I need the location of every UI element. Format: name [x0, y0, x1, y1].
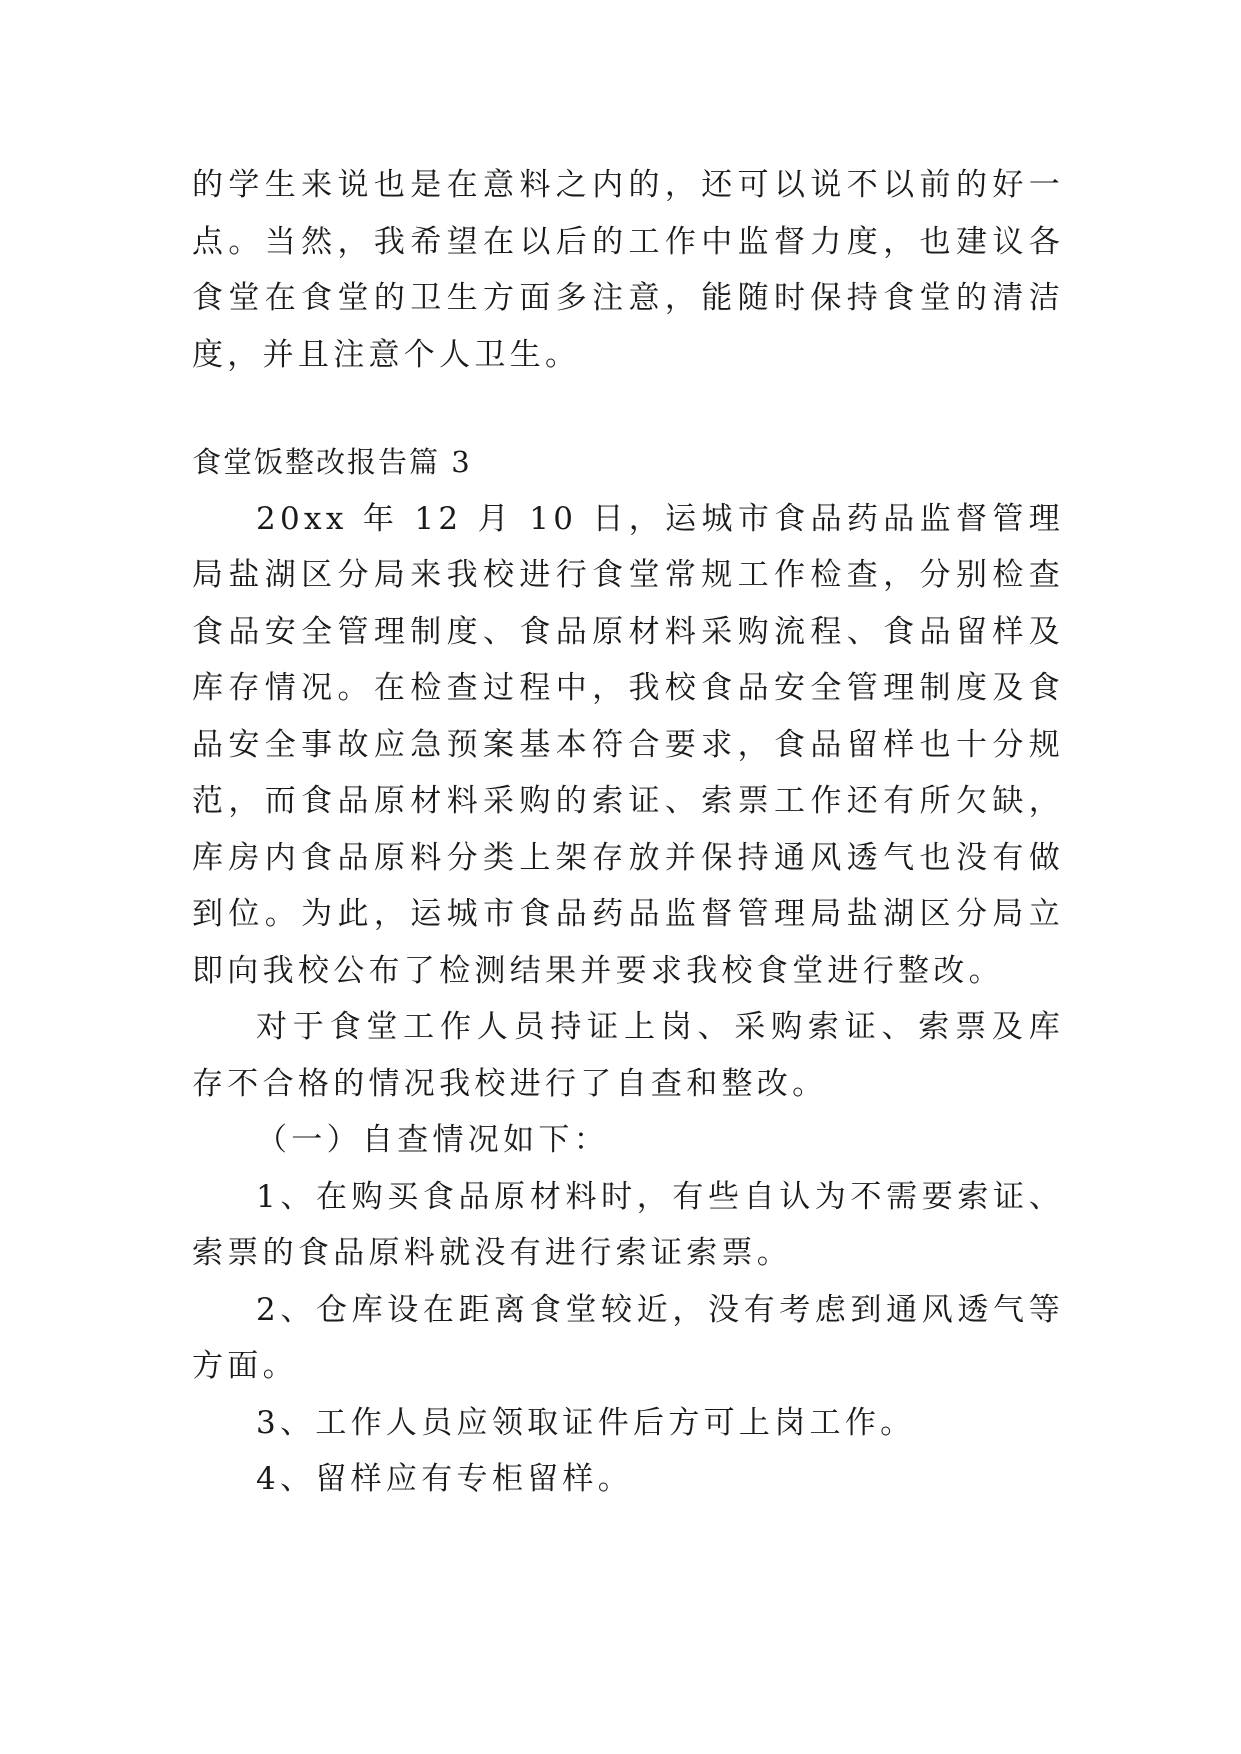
document-body: [192, 157, 1064, 1508]
subheading-self-check: （一）自查情况如下：: [256, 1122, 609, 1158]
paragraph-self-check: 对于食堂工作人员持证上岗、采购索证、索票及库存不合格的情况我校进行了自查和整改。: [192, 1009, 1064, 1102]
paragraph-inspection: 20xx 年 12 月 10 日，运城市食品药品监督管理局盐湖区分局来我校进行食堂常规工作检查，分别检查食品安全管理制度、食品原材料采购流程、食品留样及库存情况。在检查过程中，我校食品安全管理制度及食品安全事故应急预案基本符合要求，食品留样也十分规范，而食品原材料采购的索证、索票工作还有所欠缺，库房内食品原料分类上架存放并保持通风透气也没有做到位。为此，运城市食品药品监督管理局盐湖区分局立即向我校公布了检测结果并要求我校食堂进行整改。: [192, 500, 1064, 989]
list-item: 4、留样应有专柜留样。: [256, 1461, 634, 1497]
section-title: 食堂饭整改报告篇 3: [192, 445, 472, 479]
list-item: 1、在购买食品原材料时，有些自认为不需要索证、索票的食品原料就没有进行索证索票。: [192, 1178, 1064, 1271]
intro-paragraph: 的学生来说也是在意料之内的，还可以说不以前的好一点。当然，我希望在以后的工作中监督力度，也建议各食堂在食堂的卫生方面多注意，能随时保持食堂的清洁度，并且注意个人卫生。: [192, 167, 1064, 373]
list-item: 2、仓库设在距离食堂较近，没有考虑到通风透气等方面。: [192, 1291, 1064, 1384]
list-item: 3、工作人员应领取证件后方可上岗工作。: [256, 1404, 916, 1441]
